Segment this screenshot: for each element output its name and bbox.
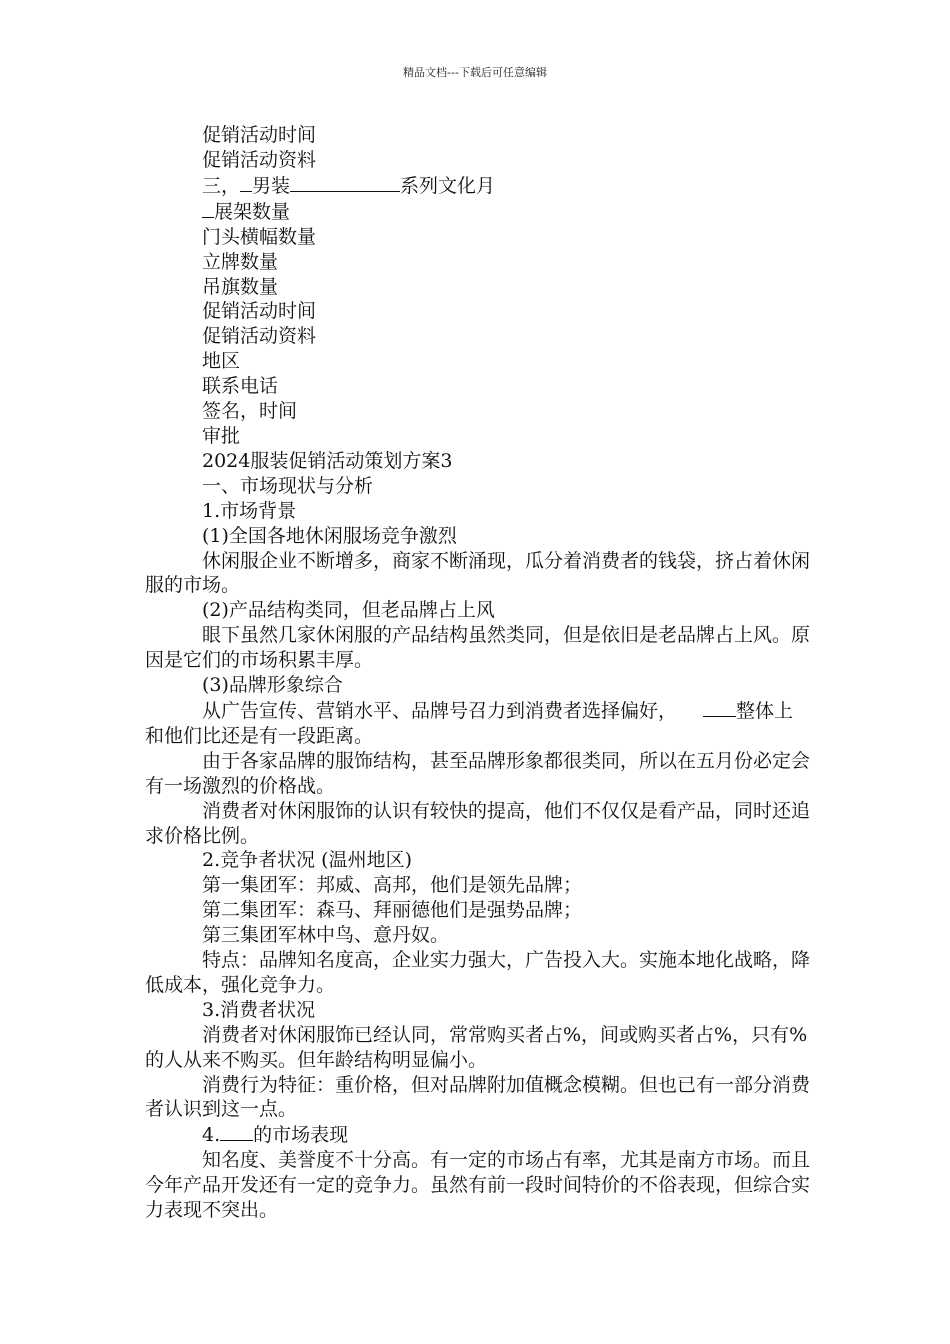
subsection-heading: (2)产品结构类同，但老品牌占上风 — [202, 599, 495, 622]
text-line: 第三集团军林中鸟、意丹奴。 — [202, 924, 450, 947]
text-line: 审批 — [202, 424, 241, 447]
section-title: 2024服装促销活动策划方案3 — [202, 449, 453, 472]
fill-in-blank — [202, 199, 214, 218]
subsection-heading: 2.竞争者状况 (温州地区) — [202, 849, 412, 872]
fill-in-blank — [290, 173, 400, 192]
text-line: 促销活动时间 — [202, 124, 317, 146]
section-heading: 一、市场现状与分析 — [202, 474, 374, 497]
shelf-label: 展架数量 — [214, 200, 291, 223]
paragraph: 特点：品牌知名度高，企业实力强大，广告投入大。实施本地化战略，降低成本，强化竞争力。 — [145, 949, 811, 996]
paragraph-text: 整体上和他们比还是有一段距离。 — [145, 699, 794, 747]
text-line: 地区 — [202, 350, 241, 373]
subsection-heading: 3.消费者状况 — [202, 998, 316, 1021]
text-line: 立牌数量 — [202, 250, 279, 273]
series-line — [145, 173, 810, 199]
fill-in-blank — [240, 173, 252, 192]
fill-in-blank — [220, 1122, 253, 1141]
text-line: 第一集团军：邦威、高邦，他们是领先品牌； — [202, 874, 583, 897]
subsection-heading: (3)品牌形象综合 — [202, 674, 343, 697]
paragraph-with-blank — [145, 698, 810, 749]
text-line: 门头横幅数量 — [202, 225, 317, 248]
paragraph: 消费者对休闲服饰的认识有较快的提高，他们不仅仅是看产品，同时还追求价格比例。 — [145, 799, 811, 847]
paragraph: 知名度、美誉度不十分高。有一定的市场占有率，尤其是南方市场。而且今年产品开发还有一定的竞争力。虽然有前一段时间特价的不俗表现，但综合实力表现不突出。 — [145, 1149, 811, 1222]
text-line: 促销活动资料 — [202, 325, 317, 348]
series-brand: 男装 — [252, 174, 291, 197]
text-line: 联系电话 — [202, 375, 279, 398]
fill-in-blank — [703, 698, 736, 717]
text-line: 吊旗数量 — [202, 275, 279, 298]
paragraph: 眼下虽然几家休闲服的产品结构虽然类同，但是依旧是老品牌占上风。原因是它们的市场积累丰厚。 — [145, 624, 811, 672]
subsection-heading — [145, 1122, 810, 1148]
paragraph: 消费行为特征：重价格，但对品牌附加值概念模糊。但也已有一部分消费者认识到这一点。 — [145, 1073, 811, 1121]
shelf-line — [145, 199, 810, 225]
page-header: 精品文档---下载后可任意编辑 — [403, 66, 547, 79]
text-line: 第二集团军：森马、拜丽德他们是强势品牌； — [202, 899, 583, 922]
subsection-heading: 1.市场背景 — [202, 499, 297, 522]
series-prefix: 三， — [202, 174, 241, 197]
text-line: 促销活动时间 — [202, 300, 317, 323]
document-body — [145, 123, 810, 1223]
paragraph: 由于各家品牌的服饰结构，甚至品牌形象都很类同，所以在五月份必定会有一场激烈的价格战。 — [145, 749, 811, 797]
text-line: 签名，时间 — [202, 400, 298, 423]
paragraph: 消费者对休闲服饰已经认同，常常购买者占%，间或购买者占%，只有%的人从来不购买。但年龄结构明显偏小。 — [145, 1023, 808, 1071]
paragraph: 休闲服企业不断增多，商家不断涌现，瓜分着消费者的钱袋，挤占着休闲服的市场。 — [145, 549, 811, 597]
text-line: 促销活动资料 — [202, 148, 317, 171]
heading-number: 4. — [202, 1124, 221, 1147]
subsection-heading: (1)全国各地休闲服场竞争激烈 — [202, 524, 457, 547]
paragraph-text: 从广告宣传、营销水平、品牌号召力到消费者选择偏好， — [202, 699, 678, 722]
heading-text: 的市场表现 — [253, 1124, 349, 1147]
series-suffix: 系列文化月 — [400, 174, 496, 197]
